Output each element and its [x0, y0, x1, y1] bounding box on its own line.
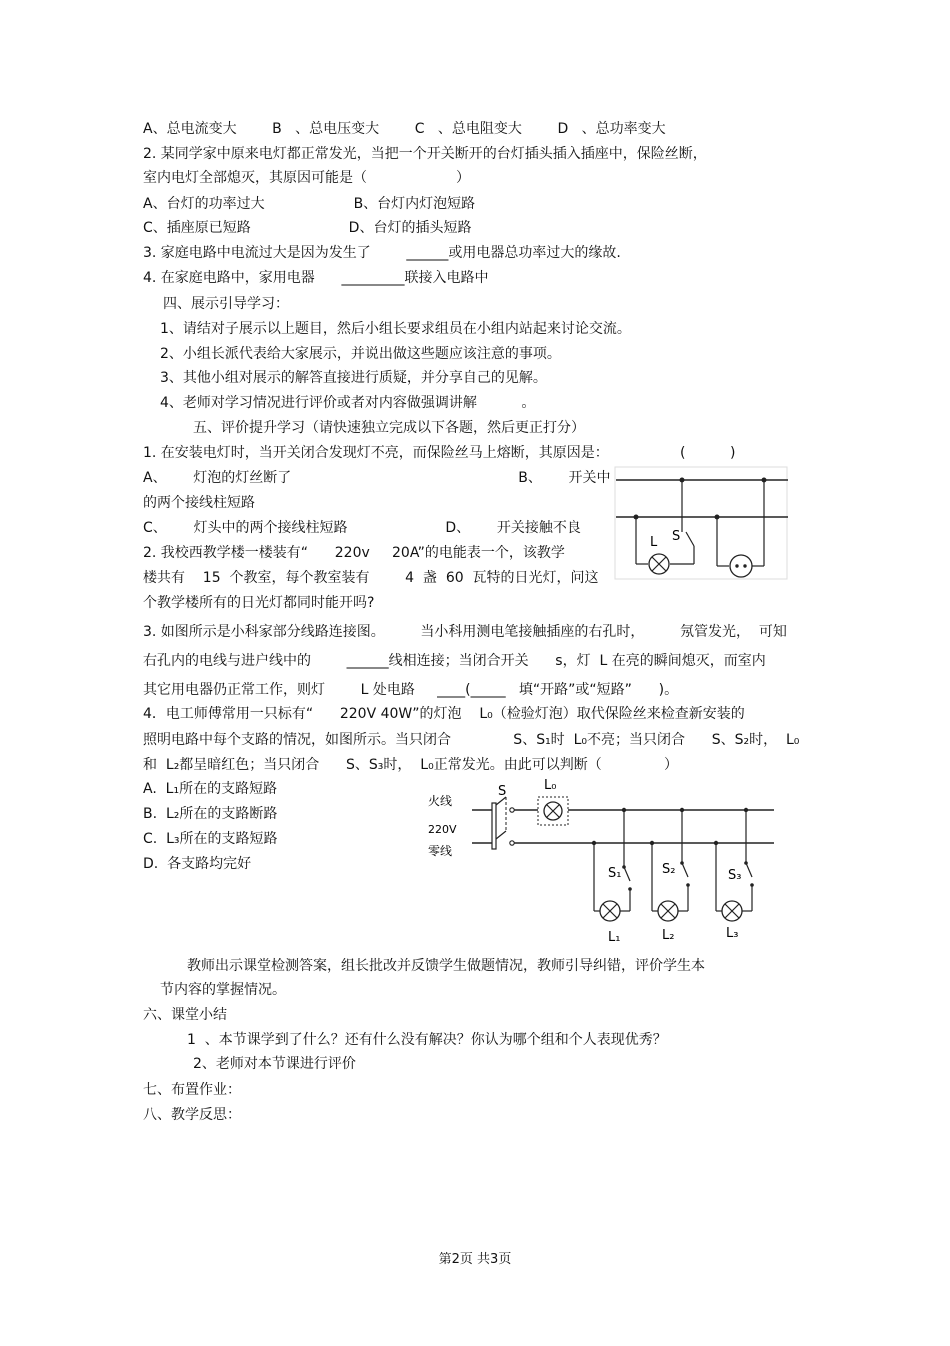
section-6-heading: 六、课堂小结 — [143, 1007, 227, 1023]
section-8-heading: 八、教学反思： — [143, 1107, 241, 1123]
q4-stem: 4. 在家庭电路中，家用电器 _________联接入电路中 — [143, 270, 489, 286]
eval-q3-line-1: 3. 如图所示是小科家部分线路连接图。 当小科用测电笔接触插座的右孔时， 氖管发光， 可知 — [143, 624, 787, 640]
teacher-answer-line-1: 教师出示课堂检测答案，组长批改并反馈学生做题情况，教师引导纠错，评价学生本 — [187, 958, 705, 974]
main-switch-label: S — [498, 784, 507, 799]
eval-q3-line-3: 其它用电器仍正常工作，则灯 L 处电路 ____(_____ 填“开路”或“短路” )。 — [143, 682, 679, 698]
teacher-answer-line-2: 节内容的掌握情况。 — [160, 982, 286, 998]
socket-icon — [730, 555, 752, 577]
eval-q2-line-1: 2. 我校西教学楼一楼装有“ 220v 20A”的电能表一个，该教学 — [143, 545, 565, 561]
eval-q4-option-c: C. L₃所在的支路短路 — [143, 831, 278, 847]
circuit-diagram-lamp-socket — [614, 466, 790, 582]
eval-q1-options-b-cont: 的两个接线柱短路 — [143, 495, 255, 511]
eval-q3-line-2: 右孔内的电线与进户线中的 ______线相连接；当闭合开关 s，灯 L 在亮的瞬间熄灭，而室内 — [143, 653, 766, 669]
section-4-item-3: 3、其他小组对展示的解答直接进行质疑，并分享自己的见解。 — [160, 370, 547, 386]
live-wire-label: 火线 — [428, 794, 453, 808]
section-7-heading: 七、布置作业： — [143, 1082, 241, 1098]
q2-stem-cont: 室内电灯全部熄灭，其原因可能是（ ） — [143, 170, 471, 186]
section-4-heading: 四、展示引导学习： — [163, 296, 289, 312]
section-5-heading: 五、评价提升学习（请快速独立完成以下各题，然后更正打分） — [193, 420, 585, 436]
q3-stem: 3. 家庭电路中电流过大是因为发生了 ______或用电器总功率过大的缘故. — [143, 245, 621, 261]
test-lamp-label: L₀ — [544, 778, 557, 793]
summary-item-2: 2、老师对本节课进行评价 — [193, 1056, 356, 1072]
q2-stem: 2. 某同学家中原来电灯都正常发光，当把一个开关断开的台灯插头插入插座中，保险丝断， — [143, 146, 707, 162]
branch-switch-2-label: S₂ — [662, 862, 676, 877]
branch-switch-1-label: S₁ — [608, 866, 622, 881]
circuit-diagram-test-lamp — [424, 775, 780, 945]
switch-label: S — [672, 529, 681, 544]
lamp-label: L — [650, 535, 658, 550]
branch-lamp-3-label: L₃ — [726, 926, 739, 941]
eval-q1-options-ab: A、 灯泡的灯丝断了 B、 开关中 — [143, 470, 611, 486]
eval-q4-option-d: D. 各支路均完好 — [143, 856, 252, 872]
eval-q4-option-b: B. L₂所在的支路断路 — [143, 806, 278, 822]
neutral-wire-label: 零线 — [428, 844, 453, 858]
eval-q1-stem: 1. 在安装电灯时，当开关闭合发现灯不亮，而保险丝马上熔断，其原因是： ( ) — [143, 445, 736, 461]
voltage-label: 220V — [428, 823, 457, 836]
branch-lamp-2-label: L₂ — [662, 928, 675, 943]
eval-q4-line-2: 照明电路中每个支路的情况，如图所示。当只闭合 S、S₁时 L₀不亮；当只闭合 S、S₂时， L₀ — [143, 732, 800, 748]
eval-q4-option-a: A. L₁所在的支路短路 — [143, 781, 278, 797]
q1-options: A、总电流变大 B 、总电压变大 C 、总电阻变大 D 、总功率变大 — [143, 121, 666, 137]
branch-lamp-1-label: L₁ — [608, 930, 621, 945]
q2-options-cd: C、插座原已短路 D、台灯的插头短路 — [143, 220, 472, 236]
section-4-item-2: 2、小组长派代表给大家展示，并说出做这些题应该注意的事项。 — [160, 346, 561, 362]
page-footer: 第2页 共3页 — [438, 1252, 512, 1267]
summary-item-1: 1 、本节课学到了什么？还有什么没有解决？你认为哪个组和个人表现优秀？ — [187, 1032, 667, 1048]
eval-q2-line-2: 楼共有 15 个教室，每个教室装有 4 盏 60 瓦特的日光灯，问这 — [143, 570, 599, 586]
section-4-item-4: 4、老师对学习情况进行评价或者对内容做强调讲解 。 — [160, 395, 536, 411]
eval-q4-line-1: 4．电工师傅常用一只标有“ 220V 40W”的灯泡 L₀（检验灯泡）取代保险丝来检查新安装的 — [143, 706, 745, 722]
section-4-item-1: 1、请结对子展示以上题目，然后小组长要求组员在小组内站起来讨论交流。 — [160, 321, 631, 337]
q2-options-ab: A、台灯的功率过大 B、台灯内灯泡短路 — [143, 196, 476, 212]
eval-q1-options-cd: C、 灯头中的两个接线柱短路 D、 开关接触不良 — [143, 520, 581, 536]
eval-q2-line-3: 个教学楼所有的日光灯都同时能开吗? — [143, 595, 375, 611]
branch-switch-3-label: S₃ — [728, 868, 742, 883]
eval-q4-line-3: 和 L₂都呈暗红色；当只闭合 S、S₃时， L₀正常发光。由此可以判断（ ） — [143, 757, 679, 773]
